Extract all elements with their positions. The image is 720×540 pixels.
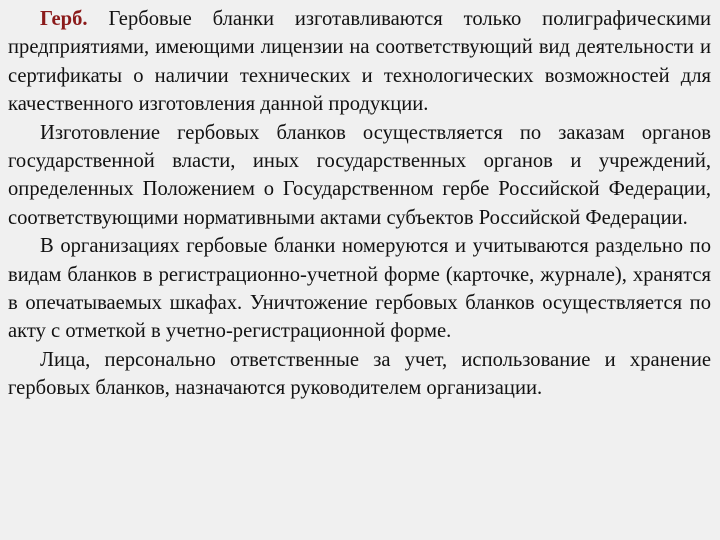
paragraph-4 <box>8 346 711 403</box>
paragraph-4-text: Лица, персонально ответственные за учет, использование и хранение гербовых бланков, назначаются руководителем организации. <box>8 348 711 400</box>
paragraph-1 <box>8 5 711 119</box>
paragraph-1-text: Гербовые бланки изготавливаются только полиграфическими предприятиями, имеющими лицензии на соответствующий вид деятельности и сертификаты о наличии технических и технологических возможностей для качественного изготовления данной продукции. <box>8 8 711 116</box>
paragraph-2-text: Изготовление гербовых бланков осуществляется по заказам органов государственной власти, иных государственных органов и учреждений, определенных Положением о Государственном гербе Российской Федерации, соответствующими нормативными актами субъектов Российской Федерации. <box>8 121 711 229</box>
term-heading: Герб. <box>40 8 88 30</box>
paragraph-2 <box>8 119 711 233</box>
paragraph-3 <box>8 232 711 346</box>
paragraph-3-text: В организациях гербовые бланки номеруются и учитываются раздельно по видам бланков в регистрационно-учетной форме (карточке, журнале), хранятся в опечатываемых шкафах. Уничтожение гербовых бланков осуществляется по акту с отметкой в учетно-регистрационной форме. <box>8 235 711 343</box>
